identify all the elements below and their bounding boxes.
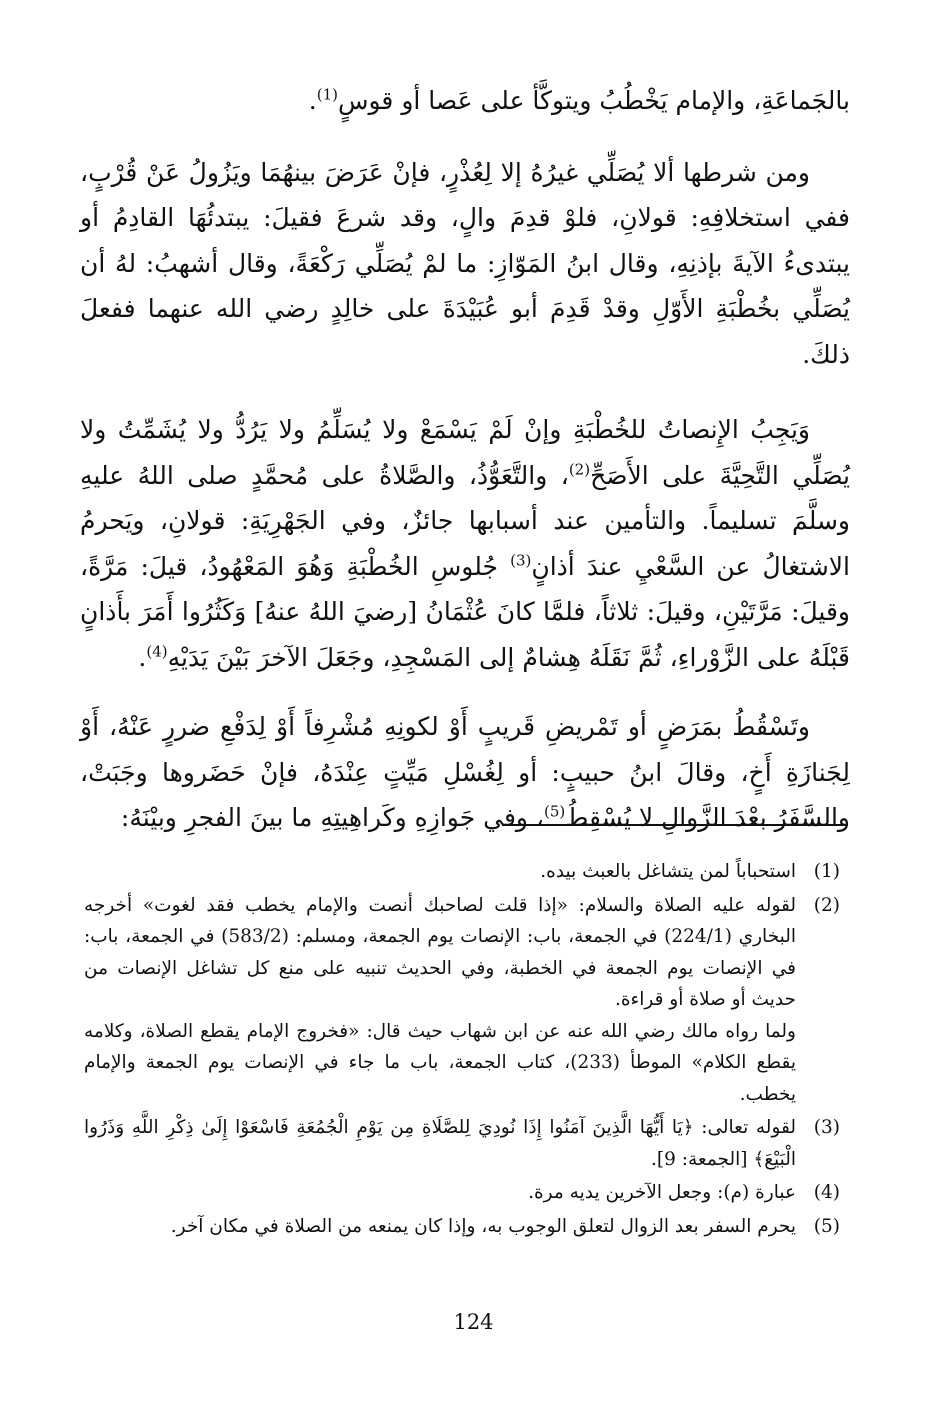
paragraph-3 xyxy=(80,407,850,680)
page-number: 124 xyxy=(453,1310,494,1334)
footnote-text: لقوله عليه الصلاة والسلام: «إذا قلت لصاحبك أنصت والإمام يخطب فقد لغوت» أخرجه البخاري (224/1) في الجمعة، باب: الإنصات يوم الجمعة، ومسلم: (583/2) في الجمعة، باب: في الإنصات يوم الجمعة في الخطبة، وفي الحديث تنبيه على منع كل تشاغل الإنصات من حديث أو صلاة أو قراءة. xyxy=(84,894,796,1010)
footnotes xyxy=(84,856,840,1244)
footnote-text: ولما رواه مالك رضي الله عنه عن ابن شهاب حيث قال: «فخروج الإمام يقطع الصلاة، وكلامه يقطع الكلام» الموطأ (233)، كتاب الجمعة، باب ما جاء في الإنصات يوم الجمعة والإمام يخطب. xyxy=(84,1020,796,1105)
paragraph-3-text-b: ، والتَّعَوُّذُ، والصَّلاةُ على مُحمَّدٍ صلى اللهُ عليهِ وسلَّمَ تسليماً. والتأمين عند أسبابها جائزٌ، وفي الجَهْرِيَةِ: قولانِ، ويَحرمُ الاشتغالُ عن السَّعْيِ عندَ أذانٍ xyxy=(80,460,850,581)
footnote-2 xyxy=(84,890,840,1111)
footnote-divider xyxy=(502,824,848,826)
footnote-ref-5: (5) xyxy=(543,802,566,821)
footnote-1 xyxy=(84,856,840,888)
paragraph-1 xyxy=(80,78,850,124)
footnote-text: يحرم السفر بعد الزوال لتعلق الوجوب به، وإذا كان يمنعه من الصلاة في مكان آخر. xyxy=(170,1215,796,1237)
footnote-ref-2: (2) xyxy=(568,460,591,479)
footnote-ref-1: (1) xyxy=(316,85,338,104)
paragraph-3-text-c: جُلوسِ الخُطْبَةِ وَهُوَ المَعْهُودُ، قيلَ: مَرَّةً، وقيلَ: مَرَّتَيْنِ، وقيلَ: ثلاثاً، فلمَّا كانَ عُثْمَانُ [رضيَ اللهُ عنهُ] وَكَثُرُوا أَمَرَ بأَذانٍ قَبْلَهُ على الزَّوْراءِ، ثُمَّ نَقَلَهُ هِشامٌ إلى المَسْجِدِ، وجَعَلَ الآخرَ بَيْنَ يَدَيْهِ xyxy=(80,551,850,672)
footnote-3 xyxy=(84,1112,840,1175)
paragraph-1-end: . xyxy=(308,86,317,115)
footnote-number: (1) xyxy=(813,861,840,882)
paragraph-4-text-b: ، وفي جَوازِهِ وكَراهِيتِهِ ما بينَ الفجرِ وبيْنَهُ: xyxy=(120,803,544,832)
footnote-ref-3: (3) xyxy=(510,551,532,570)
paragraph-1-text: بالجَماعَةِ، والإمام يَخْطُبُ ويتوكَّأ على عَصا أو قوسٍ xyxy=(338,86,850,115)
footnote-text: لقوله تعالى: ﴿يَا أَيُّهَا الَّذِينَ آمَنُوا إِذَا نُودِيَ لِلصَّلَاةِ مِن يَوْمِ الْجُمُعَةِ فَاسْعَوْا إِلَىٰ ذِكْرِ اللَّهِ وَذَرُوا الْبَيْعَ﴾ [الجمعة: 9]. xyxy=(84,1117,796,1170)
footnote-4 xyxy=(84,1177,840,1209)
footnote-number: (4) xyxy=(813,1182,840,1203)
footnote-ref-4: (4) xyxy=(146,642,168,661)
footnote-number: (2) xyxy=(813,894,840,916)
footnote-text: استحباباً لمن يتشاغل بالعبث بيده. xyxy=(540,861,796,882)
paragraph-4 xyxy=(80,704,850,841)
paragraph-3-text-d: . xyxy=(138,642,147,672)
paragraph-2: ومن شرطها ألا يُصَلِّي غيرُهُ إلا لِعُذْرٍ، فإنْ عَرَضَ بينهُمَا ويَزُولُ عَنْ قُرْبٍ، ففي استخلافِهِ: قولانِ، فلوْ قدِمَ والٍ، وقد شرعَ فقيلَ: يبتدئُهَا القادِمُ أو يبتدىءُ الآيةَ بإذنِهِ، وقال ابنُ المَوّازِ: ما لمْ يُصَلِّي رَكْعَةً، وقال أشهبُ: لهُ أن يُصَلِّي بخُطْبَةِ الأَوّلِ وقدْ قَدِمَ أبو عُبَيْدَةَ على خالِدٍ رضي الله عنهما ففعلَ ذلكَ. xyxy=(80,157,850,369)
main-text xyxy=(80,78,850,841)
footnote-number: (3) xyxy=(813,1117,840,1138)
footnote-text: عبارة (م): وجعل الآخرين يديه مرة. xyxy=(528,1182,796,1203)
footnote-5 xyxy=(84,1211,840,1243)
paragraph-3-text-a: وَيَجِبُ الإِنصاتُ للخُطْبَةِ وإنْ لَمْ يَسْمَعْ ولا يُسَلِّمُ ولا يَرُدُّ ولا يُشَمِّتُ ولا يُصَلِّي التَّحِيَّةَ على الأَصَحِّ xyxy=(80,415,850,490)
footnote-number: (5) xyxy=(813,1215,840,1237)
paragraph-4-text-a: وتَسْقُطُ بمَرَضٍ أو تَمْريضِ قَريبٍ أَوْ لكونِهِ مُشْرِفاً أَوْ لِدَفْعِ ضررٍ عَنْهُ، أَوْ لِجَنازَةِ أَخٍ، وقالَ ابنُ حبيبٍ: أو لِغُسْلِ مَيِّتٍ عِنْدَهُ، فإنْ حَضَروها وجَبَتْ، والسَّفَرُ بعْدَ الزَّوالِ لا يُسْقِطُ xyxy=(80,712,850,832)
